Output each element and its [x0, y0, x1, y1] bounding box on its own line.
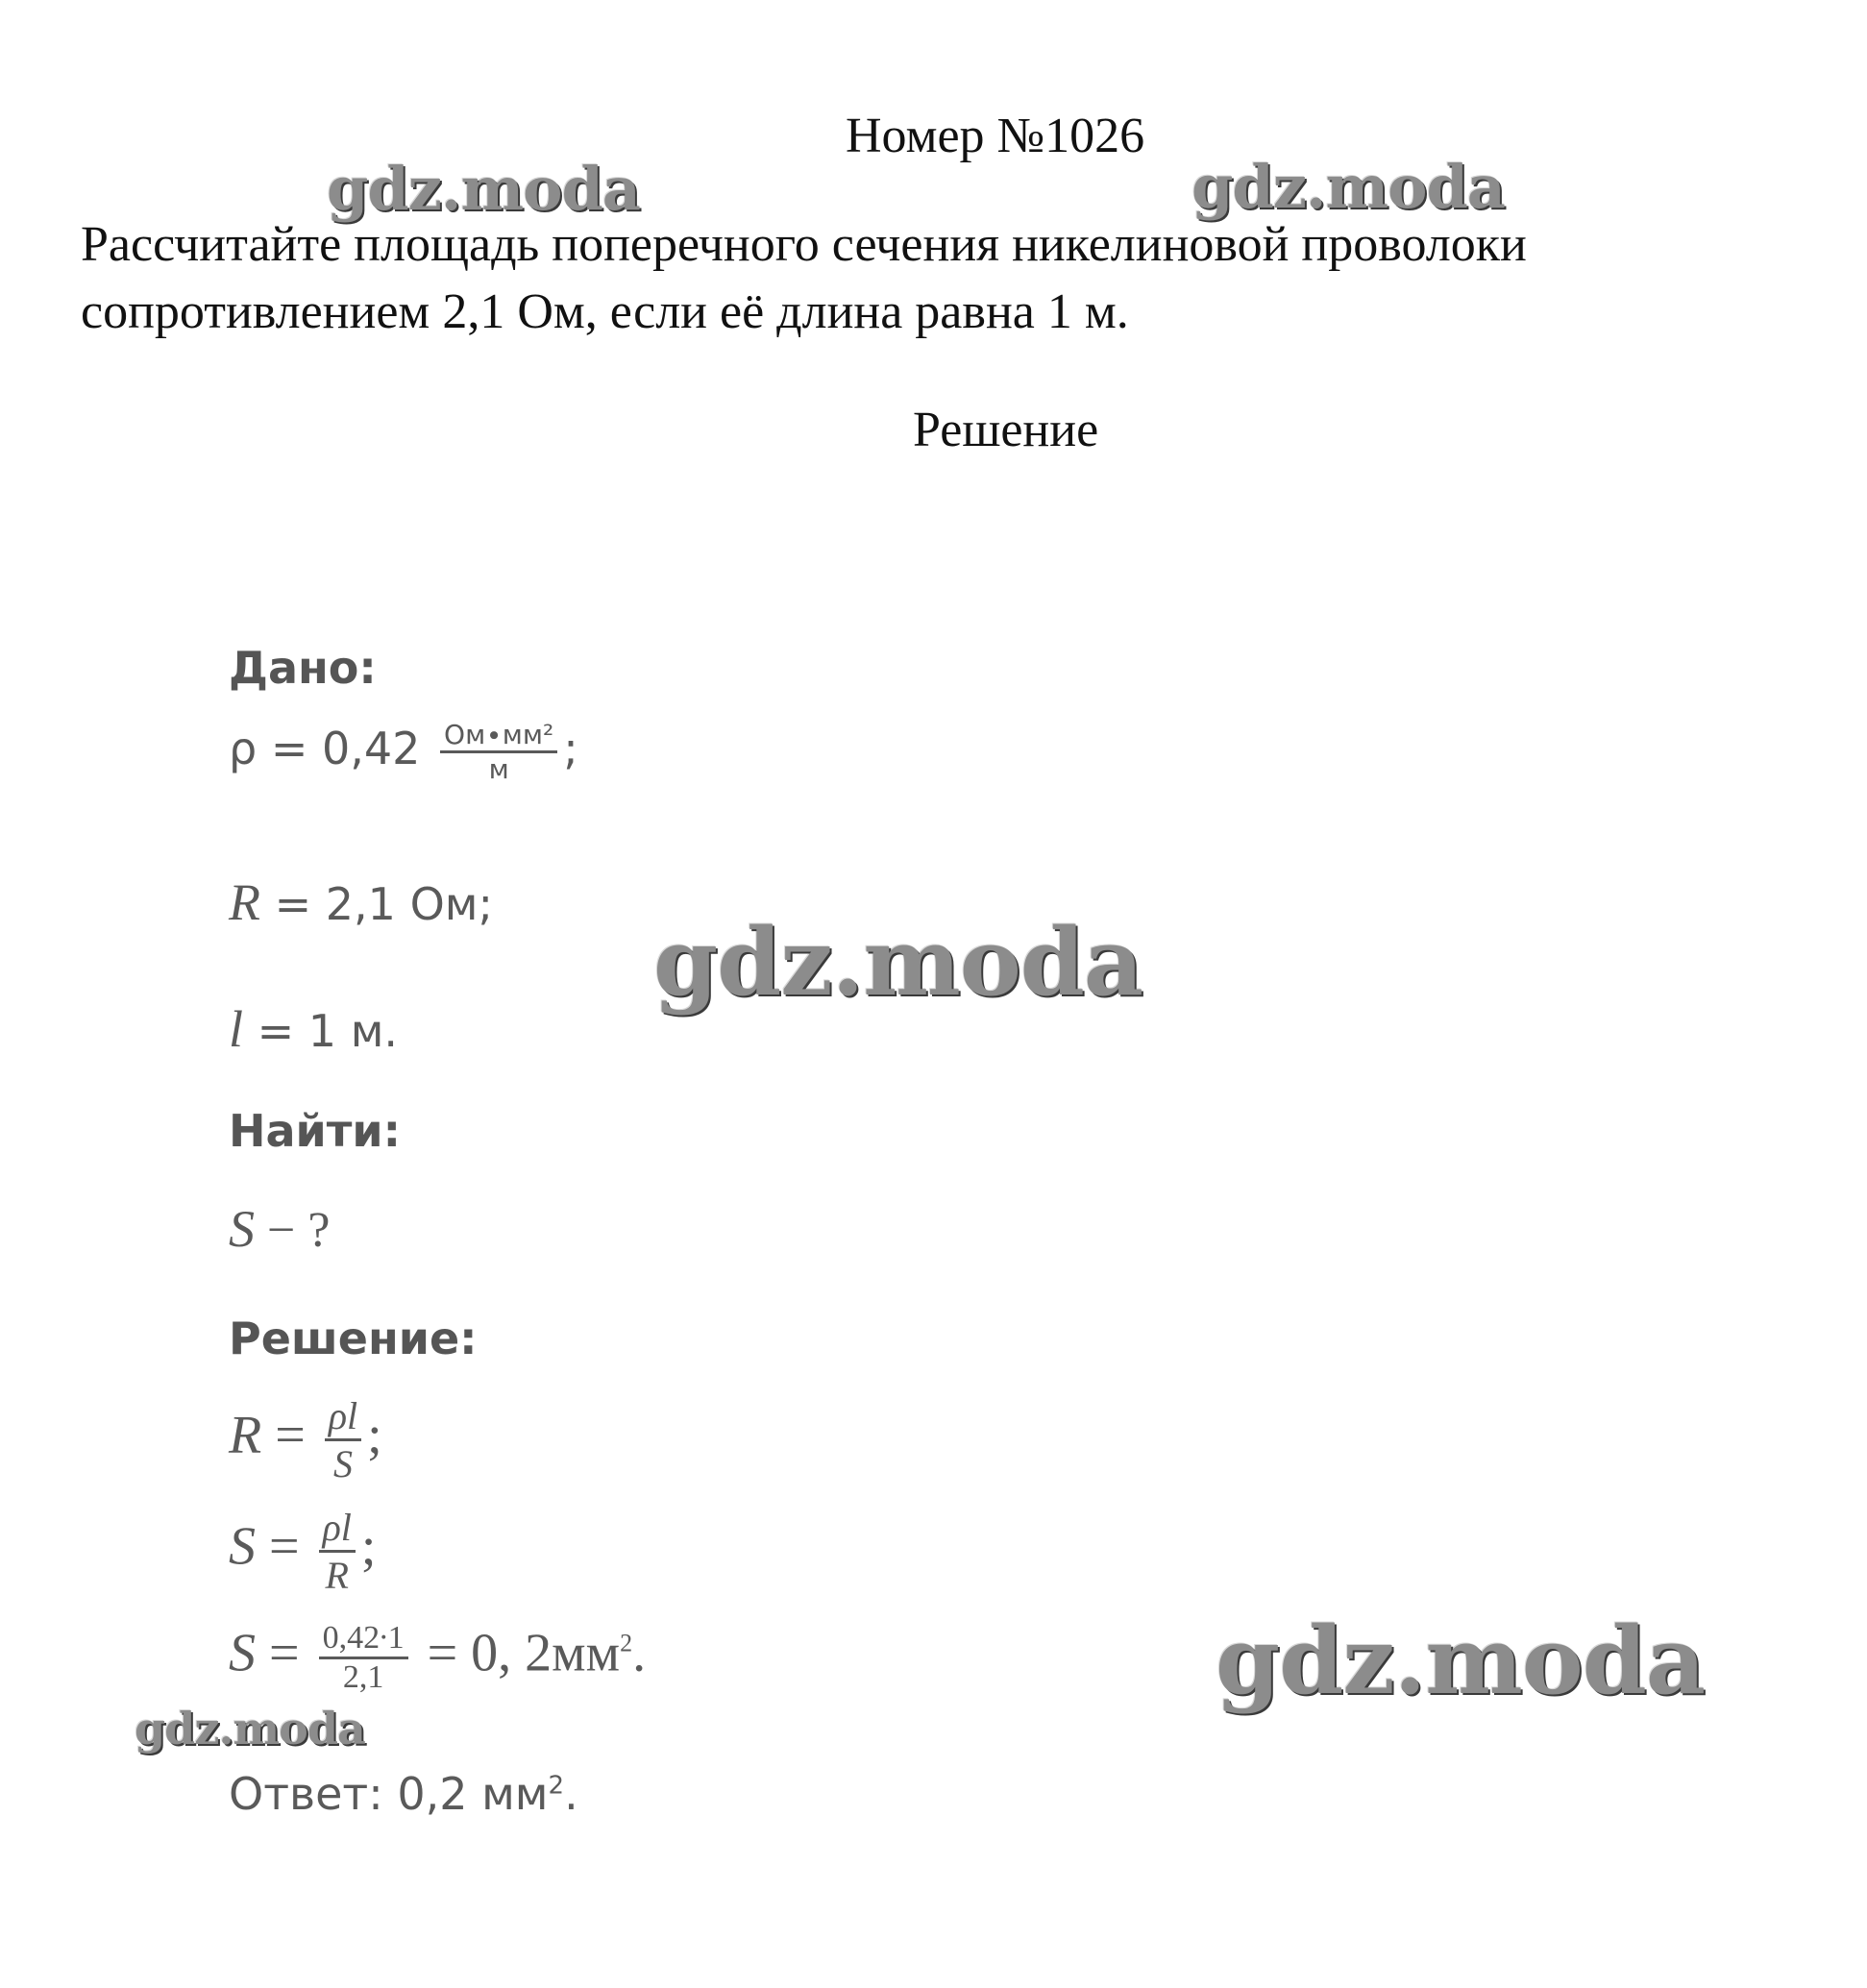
find-variable: S	[229, 1200, 255, 1258]
watermark-top-left: gdz.moda	[327, 154, 640, 224]
formula-3-end: .	[632, 1623, 647, 1683]
given-resistance	[229, 872, 493, 932]
formula-3-eq: =	[256, 1623, 313, 1683]
rho-unit-denominator: м	[488, 753, 509, 785]
formula-3-fraction	[319, 1620, 408, 1696]
given-length	[229, 999, 398, 1059]
rho-suffix: ;	[563, 723, 578, 774]
watermark-bottom-left: gdz.moda	[135, 1703, 365, 1755]
formula-2-end: ;	[360, 1516, 377, 1577]
formula-area	[229, 1505, 376, 1598]
solution-heading: Решение	[913, 403, 1099, 457]
answer-exponent: 2	[548, 1771, 565, 1801]
answer-text: Ответ: 0,2 мм	[229, 1768, 549, 1820]
formula-1-numerator: ρl	[325, 1393, 361, 1441]
answer	[229, 1768, 578, 1820]
rho-prefix: ρ = 0,42	[229, 723, 421, 774]
problem-statement	[81, 211, 1527, 346]
watermark-top-right: gdz.moda	[1191, 152, 1505, 222]
formula-resistance	[229, 1393, 382, 1486]
formula-3-lhs: S	[229, 1623, 256, 1683]
l-value: = 1 м.	[243, 1005, 399, 1057]
formula-2-lhs: S	[229, 1516, 256, 1577]
l-variable: l	[229, 1000, 244, 1058]
formula-1-denominator: S	[332, 1442, 353, 1485]
formula-2-eq: =	[256, 1516, 313, 1577]
answer-end: .	[564, 1768, 578, 1820]
solution-label: Решение:	[229, 1313, 478, 1364]
r-variable: R	[229, 873, 260, 931]
formula-2-numerator: ρl	[319, 1505, 356, 1553]
formula-1-fraction	[325, 1393, 361, 1486]
formula-3-numerator: 0,42∙1	[319, 1620, 408, 1659]
problem-line-2: сопротивлением 2,1 Ом, если её длина равна 1 м.	[81, 284, 1129, 339]
formula-1-eq: =	[261, 1405, 319, 1465]
find-expression	[229, 1199, 330, 1259]
find-value: − ?	[255, 1203, 331, 1258]
problem-line-1: Рассчитайте площадь поперечного сечения никелиновой проволоки	[81, 217, 1527, 272]
page-title: Номер №1026	[846, 109, 1145, 163]
formula-calculation	[229, 1620, 646, 1696]
formula-1-end: ;	[367, 1405, 382, 1465]
formula-3-result: = 0, 2мм	[413, 1623, 621, 1683]
formula-3-denominator: 2,1	[342, 1659, 384, 1695]
r-value: = 2,1 Ом;	[260, 878, 493, 930]
rho-unit-fraction	[440, 719, 557, 785]
formula-1-lhs: R	[229, 1405, 262, 1465]
given-label: Дано:	[229, 642, 377, 694]
given-rho	[229, 719, 578, 785]
find-label: Найти:	[229, 1105, 402, 1157]
formula-2-denominator: R	[325, 1554, 349, 1597]
formula-3-exponent: 2	[620, 1629, 633, 1657]
watermark-center: gdz.moda	[653, 908, 1143, 1017]
formula-2-fraction	[319, 1505, 356, 1598]
rho-unit-numerator: Ом∙мм²	[440, 719, 557, 753]
watermark-bottom-right: gdz.moda	[1216, 1607, 1706, 1715]
